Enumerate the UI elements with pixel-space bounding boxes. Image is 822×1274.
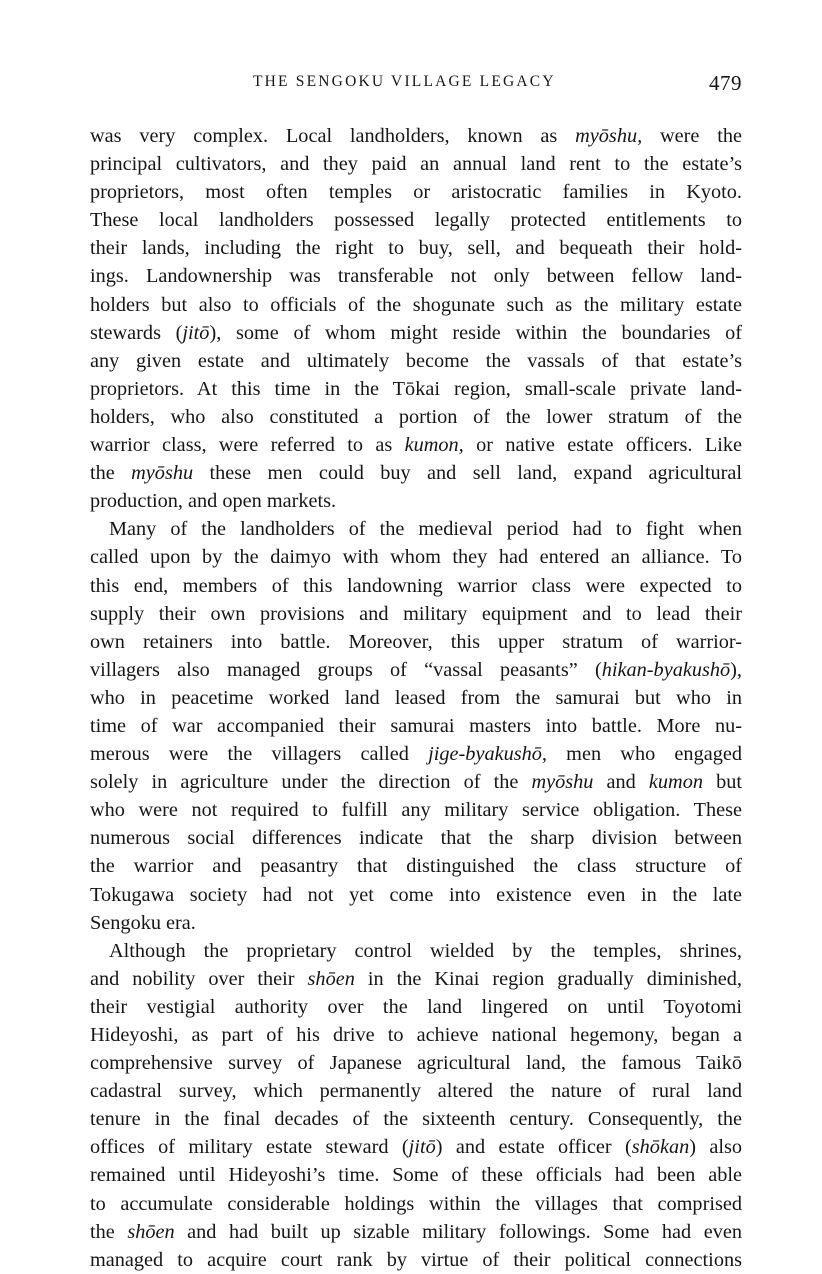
text-segment: proprietors, most often temples or aristocratic families in Kyoto.: [90, 181, 742, 204]
text-line: [90, 122, 742, 150]
text-segment: in the Kinai region gradually diminished,: [354, 967, 742, 990]
text-segment: men who engaged: [546, 743, 742, 766]
text-segment: offices of military estate steward (: [90, 1136, 409, 1159]
text-segment: principal cultivators, and they paid an annual land rent to the estate’s: [90, 153, 742, 176]
text-segment: the: [90, 462, 132, 485]
text-line: [90, 150, 742, 178]
text-line: [90, 347, 742, 375]
text-segment: but: [702, 771, 742, 794]
text-line: [90, 1105, 742, 1133]
text-segment: remained until Hideyoshi’s time. Some of these officials had been able: [90, 1164, 742, 1187]
text-line: [90, 431, 742, 459]
text-segment: numerous social differences indicate that the sharp division between: [90, 827, 742, 850]
text-line: [90, 262, 742, 290]
text-segment: was very complex. Local landholders, known as: [90, 125, 576, 147]
text-line: [90, 487, 742, 515]
text-line: [90, 543, 742, 571]
text-line: [90, 937, 742, 965]
text-segment: stewards (: [90, 321, 183, 344]
text-segment: ) and estate officer (: [435, 1136, 632, 1159]
text-line: [90, 291, 742, 319]
text-line: [90, 1246, 742, 1274]
text-segment: their lands, including the right to buy, sell, and bequeath their hold-: [90, 237, 742, 260]
italic-term: shōen: [127, 1220, 175, 1243]
text-segment: Tokugawa society had not yet come into existence even in the late: [90, 883, 742, 906]
text-segment: their vestigial authority over the land lingered on until Toyotomi: [90, 995, 742, 1018]
italic-term: myōshu,: [575, 125, 643, 147]
running-head: [90, 71, 742, 101]
text-line: [90, 740, 742, 768]
text-line: [90, 1218, 742, 1246]
text-segment: ), some of whom might reside within the boundaries of: [209, 321, 743, 344]
text-line: [90, 628, 742, 656]
text-line: [90, 1049, 742, 1077]
text-line: [90, 824, 742, 852]
text-line: [90, 319, 742, 347]
text-segment: holders but also to officials of the shogunate such as the military estate: [90, 293, 742, 316]
text-segment: these men could buy and sell land, expand agricultural: [193, 462, 742, 485]
text-segment: and nobility over their: [90, 967, 308, 990]
italic-term: myōshu: [131, 462, 194, 485]
text-line: [90, 600, 742, 628]
text-segment: These local landholders possessed legally protected entitlements to: [90, 209, 742, 232]
text-line: [90, 572, 742, 600]
text-segment: holders, who also constituted a portion of the lower stratum of the: [90, 405, 742, 428]
text-segment: cadastral survey, which permanently altered the nature of rural land: [90, 1080, 742, 1103]
text-segment: this end, members of this landowning warrior class were expected to: [90, 574, 742, 597]
text-segment: warrior class, were referred to as: [90, 434, 405, 457]
text-line: [90, 712, 742, 740]
running-title: THE SENGOKU VILLAGE LEGACY: [253, 73, 556, 90]
text-segment: Although the proprietary control wielded by the temples, shrines,: [109, 939, 742, 962]
text-line: [90, 1021, 742, 1049]
text-segment: ings. Landownership was transferable not only between fellow land-: [90, 265, 742, 288]
italic-term: kumon: [648, 771, 703, 794]
text-line: [90, 1161, 742, 1189]
text-line: [90, 515, 742, 543]
text-segment: any given estate and ultimately become the vassals of that estate’s: [90, 349, 742, 372]
text-segment: time of war accompanied their samurai masters into battle. More nu-: [90, 714, 742, 737]
text-segment: to accumulate considerable holdings within the villages that comprised: [90, 1192, 742, 1215]
text-line: [90, 375, 742, 403]
text-line: [90, 206, 742, 234]
text-segment: and had built up sizable military followings. Some had even: [174, 1220, 742, 1243]
text-segment: villagers also managed groups of “vassal peasants” (: [90, 658, 602, 681]
text-segment: tenure in the final decades of the sixteenth century. Consequently, the: [90, 1108, 742, 1131]
text-segment: the warrior and peasantry that distinguished the class structure of: [90, 855, 742, 878]
text-segment: and: [593, 771, 649, 794]
text-segment: comprehensive survey of Japanese agricultural land, the famous Taikō: [90, 1052, 742, 1075]
text-line: [90, 768, 742, 796]
text-segment: who were not required to fulfill any military service obligation. These: [90, 799, 742, 822]
text-line: [90, 656, 742, 684]
body-text: [90, 122, 742, 1274]
text-segment: ) also: [689, 1136, 743, 1159]
text-line: [90, 1190, 742, 1218]
text-segment: Sengoku era.: [90, 911, 196, 934]
text-line: [90, 459, 742, 487]
text-segment: who in peacetime worked land leased from the samurai but who in: [90, 686, 742, 709]
text-line: [90, 234, 742, 262]
text-line: [90, 881, 742, 909]
italic-term: jitō: [408, 1136, 436, 1159]
text-segment: proprietors. At this time in the Tōkai region, small-scale private land-: [90, 377, 742, 400]
text-segment: merous were the villagers called: [90, 743, 429, 766]
text-segment: Many of the landholders of the medieval period had to fight when: [109, 518, 742, 541]
text-line: [90, 852, 742, 880]
text-line: [90, 965, 742, 993]
text-segment: supply their own provisions and military equipment and to lead their: [90, 602, 742, 625]
italic-term: hikan-byakushō: [601, 658, 731, 681]
text-segment: were the: [642, 125, 742, 147]
text-line: [90, 1133, 742, 1161]
text-line: [90, 796, 742, 824]
text-segment: called upon by the daimyo with whom they had entered an alliance. To: [90, 546, 742, 569]
italic-term: shōkan: [631, 1136, 690, 1159]
text-segment: production, and open markets.: [90, 490, 337, 513]
text-segment: ),: [730, 658, 742, 681]
italic-term: myōshu: [531, 771, 594, 794]
text-segment: or native estate officers. Like: [463, 434, 742, 457]
text-segment: solely in agriculture under the direction of the: [90, 771, 532, 794]
text-line: [90, 993, 742, 1021]
page-number: 479: [709, 71, 742, 95]
text-line: [90, 909, 742, 937]
text-line: [90, 1077, 742, 1105]
text-segment: managed to acquire court rank by virtue of their political connections: [90, 1248, 742, 1271]
italic-term: kumon,: [404, 434, 464, 457]
text-segment: own retainers into battle. Moreover, this upper stratum of warrior-: [90, 630, 742, 653]
text-line: [90, 684, 742, 712]
text-segment: Hideyoshi, as part of his drive to achieve national hegemony, began a: [90, 1024, 742, 1046]
text-line: [90, 403, 742, 431]
italic-term: shōen: [307, 967, 355, 990]
italic-term: jitō: [182, 321, 210, 344]
text-segment: the: [90, 1220, 128, 1243]
text-line: [90, 178, 742, 206]
italic-term: jige-byakushō,: [428, 743, 547, 766]
